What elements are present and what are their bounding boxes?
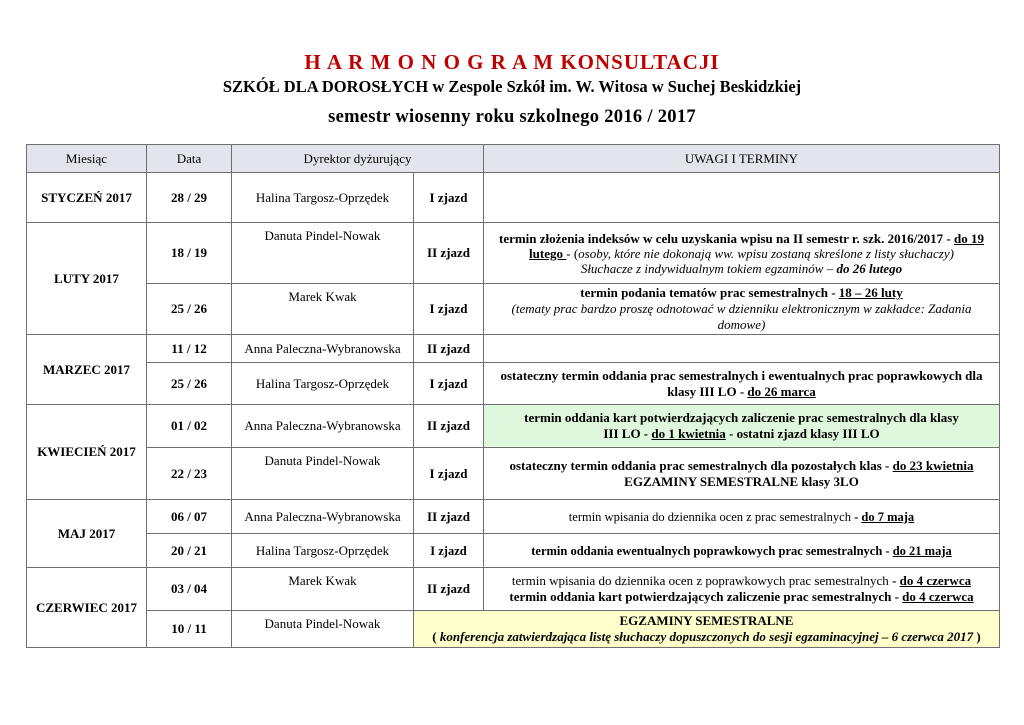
header-date: Data xyxy=(147,145,232,173)
note-date: do 26 marca xyxy=(747,383,816,399)
zjazd-cell: I zjazd xyxy=(414,448,484,500)
note-text: termin złożenia indeksów w celu uzyskania wpisu na II semestr r. szk. 2016/2017 - xyxy=(498,230,955,246)
table-row xyxy=(27,534,1000,568)
note-text: - xyxy=(850,509,862,524)
notes-cell xyxy=(484,534,1000,568)
date-cell: 18 / 19 xyxy=(147,223,232,284)
table-row xyxy=(27,335,1000,363)
notes-cell xyxy=(414,611,1000,648)
header-notes: UWAGI I TERMINY xyxy=(484,145,1000,173)
table-row xyxy=(27,405,1000,448)
note-text: termin oddania kart potwierdzających zaliczenie prac semestralnych dla klasy xyxy=(524,410,959,425)
table-row xyxy=(27,223,1000,284)
note-text: ostateczny termin oddania prac semestralnych dla pozostałych klas - xyxy=(509,457,893,473)
note-text: - ( xyxy=(566,245,579,261)
document-subtitle: SZKÓŁ DLA DOROSŁYCH w Zespole Szkół im. W. Witosa w Suchej Beskidzkiej xyxy=(222,77,802,96)
note-text: konferencja zatwierdzająca listę słuchaczy dopuszczonych do sesji egzaminacyjnej – 6 czerwca 2017 xyxy=(439,629,974,644)
zjazd-cell: I zjazd xyxy=(414,284,484,335)
table-row xyxy=(27,500,1000,534)
note-text: EGZAMINY SEMESTRALNE klasy 3LO xyxy=(624,473,859,489)
notes-cell xyxy=(484,173,1000,223)
header-month: Miesiąc xyxy=(27,145,147,173)
note-date: 18 – 26 luty xyxy=(838,285,903,300)
note-text: ) xyxy=(973,629,981,644)
director-cell: Danuta Pindel-Nowak xyxy=(232,611,414,648)
date-cell: 10 / 11 xyxy=(147,611,232,648)
note-text: termin oddania kart potwierdzających zaliczenie prac semestralnych - xyxy=(509,589,903,604)
notes-cell xyxy=(484,284,1000,335)
month-cell: KWIECIEŃ 2017 xyxy=(27,405,147,500)
notes-cell xyxy=(484,448,1000,500)
month-cell: MAJ 2017 xyxy=(27,500,147,568)
semester-heading: semestr wiosenny roku szkolnego 2016 / 2017 xyxy=(328,107,696,127)
zjazd-cell: II zjazd xyxy=(414,335,484,363)
table-row xyxy=(27,611,1000,648)
date-cell: 25 / 26 xyxy=(147,284,232,335)
director-cell: Halina Targosz-Oprzędek xyxy=(232,173,414,223)
notes-cell xyxy=(484,568,1000,611)
director-cell: Danuta Pindel-Nowak xyxy=(232,223,414,284)
note-text: Słuchacze z indywidualnym tokiem egzaminów – xyxy=(580,260,837,276)
schedule-table xyxy=(26,144,1000,648)
director-cell: Danuta Pindel-Nowak xyxy=(232,448,414,500)
note-date: do 7 maja xyxy=(861,509,915,524)
note-date: do 23 kwietnia xyxy=(892,457,974,473)
table-row xyxy=(27,363,1000,405)
note-text: termin oddania ewentualnych poprawkowych prac semestralnych - xyxy=(531,543,893,558)
note-text: osoby, które nie dokonają ww. wpisu zostaną skreślone z listy słuchaczy) xyxy=(578,245,954,261)
note-text: (tematy prac bardzo proszę odnotować w dzienniku elektronicznym w zakładce: Zadania domowe) xyxy=(511,301,972,332)
note-date: do 21 maja xyxy=(892,543,952,558)
note-text: termin wpisania do dziennika ocen z poprawkowych prac semestralnych xyxy=(511,573,889,588)
notes-cell xyxy=(484,223,1000,284)
date-cell: 28 / 29 xyxy=(147,173,232,223)
note-text: EGZAMINY SEMESTRALNE xyxy=(619,613,794,628)
note-date: do 19 lutego xyxy=(529,230,984,261)
table-row xyxy=(27,448,1000,500)
table-row xyxy=(27,173,1000,223)
director-cell: Halina Targosz-Oprzędek xyxy=(232,534,414,568)
director-cell: Anna Paleczna-Wybranowska xyxy=(232,335,414,363)
note-text: - xyxy=(888,573,900,588)
month-cell: MARZEC 2017 xyxy=(27,335,147,405)
note-text: III LO - xyxy=(603,426,652,441)
zjazd-cell: I zjazd xyxy=(414,173,484,223)
note-date: do 1 kwietnia xyxy=(651,426,726,441)
zjazd-cell: I zjazd xyxy=(414,363,484,405)
director-cell: Marek Kwak xyxy=(232,568,414,611)
note-text: termin podania tematów prac semestralnych - xyxy=(580,285,839,300)
notes-cell xyxy=(484,363,1000,405)
director-cell: Anna Paleczna-Wybranowska xyxy=(232,405,414,448)
zjazd-cell: I zjazd xyxy=(414,534,484,568)
director-cell: Marek Kwak xyxy=(232,284,414,335)
date-cell: 01 / 02 xyxy=(147,405,232,448)
director-cell: Anna Paleczna-Wybranowska xyxy=(232,500,414,534)
month-cell: LUTY 2017 xyxy=(27,223,147,335)
table-row xyxy=(27,568,1000,611)
zjazd-cell: II zjazd xyxy=(414,223,484,284)
date-cell: 25 / 26 xyxy=(147,363,232,405)
note-text: ostateczny termin oddania prac semestralnych i ewentualnych prac poprawkowych dla klasy III LO - xyxy=(500,367,983,399)
date-cell: 06 / 07 xyxy=(147,500,232,534)
note-date: do 26 lutego xyxy=(836,260,903,276)
note-date: do 4 czerwca xyxy=(902,589,974,604)
table-header-row xyxy=(27,145,1000,173)
notes-cell xyxy=(484,405,1000,448)
note-date: do 4 czerwca xyxy=(899,573,972,588)
notes-cell xyxy=(484,500,1000,534)
note-text: termin wpisania do dziennika ocen z prac semestralnych xyxy=(568,509,851,524)
date-cell: 03 / 04 xyxy=(147,568,232,611)
date-cell: 20 / 21 xyxy=(147,534,232,568)
month-cell: CZERWIEC 2017 xyxy=(27,568,147,648)
zjazd-cell: II zjazd xyxy=(414,405,484,448)
document-title: H A R M O N O G R A M KONSULTACJI xyxy=(304,50,720,74)
notes-cell xyxy=(484,335,1000,363)
zjazd-cell: II zjazd xyxy=(414,500,484,534)
zjazd-cell: II zjazd xyxy=(414,568,484,611)
note-text: ( xyxy=(432,629,440,644)
table-row xyxy=(27,284,1000,335)
note-text: - ostatni zjazd klasy III LO xyxy=(725,426,880,441)
date-cell: 22 / 23 xyxy=(147,448,232,500)
date-cell: 11 / 12 xyxy=(147,335,232,363)
month-cell: STYCZEŃ 2017 xyxy=(27,173,147,223)
header-director: Dyrektor dyżurujący xyxy=(232,145,484,173)
director-cell: Halina Targosz-Oprzędek xyxy=(232,363,414,405)
